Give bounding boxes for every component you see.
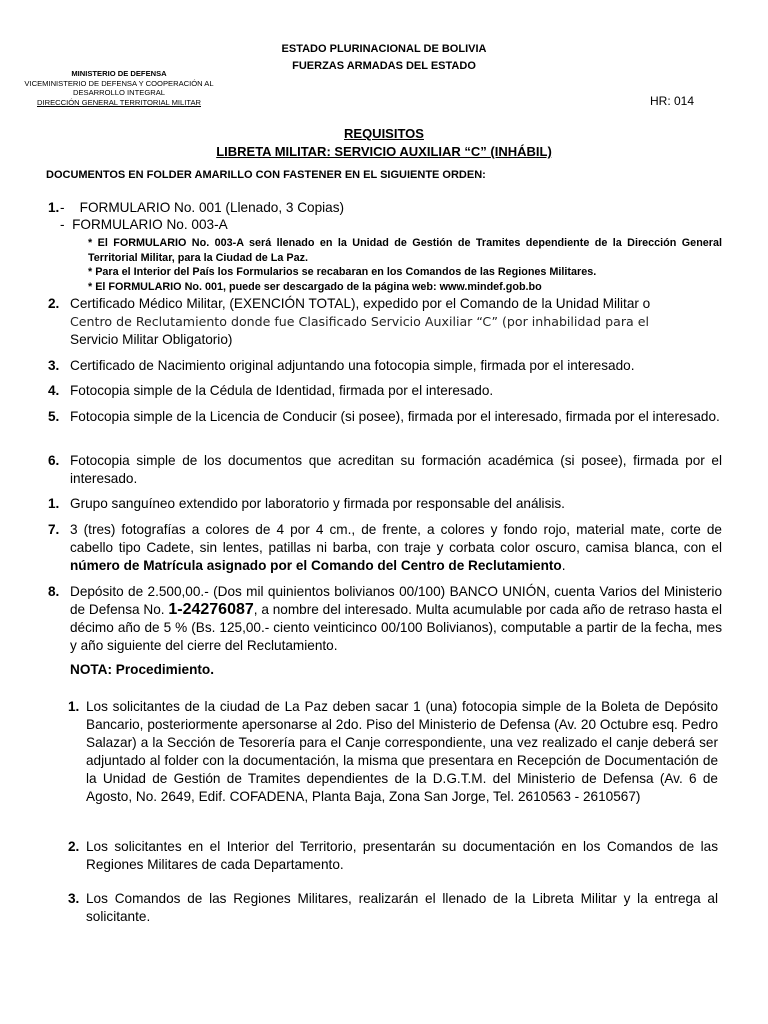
requirement-item-2 (48, 295, 722, 351)
item-number: 1. (48, 496, 60, 511)
item-number: 6. (48, 453, 60, 468)
state-heading: ESTADO PLURINACIONAL DE BOLIVIA (281, 43, 487, 55)
step-number: 2. (68, 839, 80, 854)
item-number: 7. (48, 522, 60, 537)
item-6-text: Fotocopia simple de los documentos que acreditan su formación académica (si posee), firmada por el interesado. (70, 453, 722, 486)
form-note-3: * El FORMULARIO No. 001, puede ser descargado de la página web: www.mindef.gob.bo (88, 280, 542, 293)
form-001-line: - FORMULARIO No. 001 (Llenado, 3 Copias) (60, 200, 345, 215)
item-2-line-c: Servicio Militar Obligatorio) (70, 332, 233, 347)
folder-instruction: DOCUMENTOS EN FOLDER AMARILLO CON FASTENER EN EL SIGUIENTE ORDEN: (46, 169, 486, 181)
item-number: 8. (48, 584, 60, 599)
ministry-block (14, 69, 224, 107)
requirement-item-1 (48, 199, 722, 291)
forces-heading: FUERZAS ARMADAS DEL ESTADO (292, 60, 476, 72)
item-number: 4. (48, 383, 60, 398)
matricula-number-text: número de Matrícula asignado por el Comando del Centro de Reclutamiento (70, 558, 562, 573)
item-4-text: Fotocopia simple de la Cédula de Identidad, firmada por el interesado. (70, 383, 494, 398)
vice-ministry-line2: DESARROLLO INTEGRAL (73, 88, 165, 97)
item-2-line-b: Centro de Reclutamiento donde fue Clasificado Servicio Auxiliar “C” (por inhabilidad para el (70, 314, 649, 329)
procedure-step-1-text: Los solicitantes de la ciudad de La Paz deben sacar 1 (una) fotocopia simple de la Boleta de Depósito Bancario, posteriormente apersonarse al 2do. Piso del Ministerio de Defensa (Av. 20 Octubre esq. Pedro Salazar) a la Sección de Tesorería para el Canje correspondiente, una vez realizado el canje deberá ser adjuntado al folder con la documentación, la misma que presentara en Recepción de Documentación de la Unidad de Gestión de Tramites dependientes de la D.G.T.M. del Ministerio de Defensa (Av. 6 de Agosto, No. 2649, Edif. COFADENA, Planta Baja, Zona San Jorge, Tel. 2610563 - 2610567) (86, 699, 718, 804)
item-number: 3. (48, 358, 60, 373)
form-note-1: * El FORMULARIO No. 003-A será llenado en la Unidad de Gestión de Tramites dependiente de la Dirección General Territorial Militar, para la Ciudad de La Paz. (88, 237, 722, 264)
vice-ministry-line1: VICEMINISTERIO DE DEFENSA Y COOPERACIÓN AL (24, 78, 214, 88)
item-2-line-a: Certificado Médico Militar, (EXENCIÓN TOTAL), expedido por el Comando de la Unidad Militar o (70, 296, 651, 311)
ministry-name: MINISTERIO DE DEFENSA (71, 69, 167, 78)
photo-requirement-text: 3 (tres) fotografías a colores de 4 por 4 cm., de frente, a colores y fondo rojo, material mate, corte de cabello tipo Cadete, sin lentes, patillas ni barba, con traje y corbata color oscuro, camisa blanca, con el (70, 522, 722, 555)
account-number: 1-24276087 (168, 601, 254, 618)
hr-number: HR: 014 (650, 94, 695, 108)
procedure-step-2-text: Los solicitantes en el Interior del Territorio, presentarán su documentación en los Comandos de las Regiones Militares de cada Departamento. (86, 839, 718, 872)
direction-name: DIRECCIÓN GENERAL TERRITORIAL MILITAR (37, 97, 201, 107)
step-number: 1. (68, 699, 80, 714)
procedure-step-3-text: Los Comandos de las Regiones Militares, realizarán el llenado de la Libreta Militar y la entrega al solicitante. (86, 891, 718, 924)
step-number: 3. (68, 891, 80, 906)
deposit-text: Depósito de 2.500,00.- (Dos mil quinientos bolivianos 00/100) BANCO UNIÓN, cuenta Varios del Ministerio de Defensa No. (70, 584, 722, 617)
item-number: 5. (48, 409, 60, 424)
blood-group-text: Grupo sanguíneo extendido por laboratorio y firmada por responsable del análisis. (70, 496, 565, 511)
item-7-text (70, 521, 722, 575)
item-3-text: Certificado de Nacimiento original adjuntando una fotocopia simple, firmada por el interesado. (70, 358, 635, 373)
deposit-penalty-text: , a nombre del interesado. Multa acumulable por cada año de retraso hasta el décimo año de 5 % (Bs. 125,00.- ciento veinticinco 00/100 Bolivianos), computable a partir de la fecha, mes y año siguiente del cierre del Reclutamiento. (70, 602, 722, 653)
item-7-end: . (561, 558, 566, 573)
procedure-note-heading: NOTA: Procedimiento. (70, 662, 215, 677)
document-subtitle: LIBRETA MILITAR: SERVICIO AUXILIAR “C” (INHÁBIL) (216, 144, 552, 159)
form-note-2: * Para el Interior del País los Formularios se recabaran en los Comandos de las Regiones Militares. (88, 266, 597, 278)
document-title: REQUISITOS (344, 126, 424, 141)
item-8-text (70, 583, 722, 655)
form-003a-line: - FORMULARIO No. 003-A (60, 217, 228, 232)
item-number: 1. (48, 200, 60, 215)
item-5-text: Fotocopia simple de la Licencia de Conducir (si posee), firmada por el interesado, firmada por el interesado. (70, 409, 720, 424)
item-number: 2. (48, 296, 60, 311)
